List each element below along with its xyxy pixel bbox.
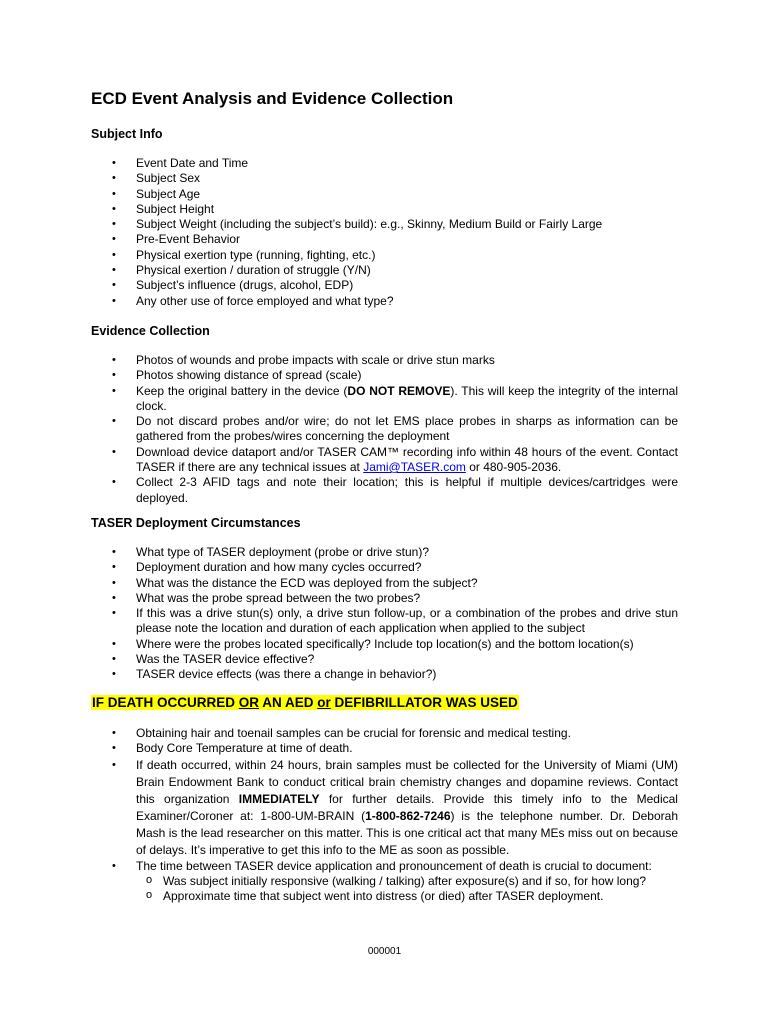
page-footer-number: 000001 [367,946,402,957]
text-run: or 480-905-2036. [465,460,562,475]
list-item: • Subject Age [91,187,678,202]
phone-number-text: 1-800-862-7246 [365,808,451,823]
list-item: • Collect 2-3 AFID tags and note their location; this is helpful if multiple devices/cartridges were deployed. [91,475,678,506]
text-run: ). This will keep the integrity of the internal clock. [136,383,678,413]
deployment-heading: TASER Deployment Circumstances [91,516,301,530]
list-item: • Any other use of force employed and what type? [91,294,678,309]
text-run: or [317,695,331,710]
evidence-collection-heading: Evidence Collection [91,324,210,338]
text-run: Download device dataport and/or TASER CAM™ recording info within 48 hours of the event. Contact TASER if there are any technical issues at [136,444,678,475]
sub-list-item: o Was subject initially responsive (walking / talking) after exposure(s) and if so, for how long? [136,874,678,889]
list-item [91,445,678,476]
sub-list-item: o Approximate time that subject went into distress (or died) after TASER deployment. [136,889,678,904]
list-item: • Subject Height [91,202,678,217]
text-run: ) is the telephone number. Dr. Deborah Mash is the lead researcher on this matter. This is one critical act that many MEs miss out on because of delays. It’s imperative to get this info to the ME as soon as possible. [136,808,678,857]
text-run: Keep the original battery in the device ( [136,383,348,398]
list-item: • Deployment duration and how many cycles occurred? [91,560,678,575]
list-item: • If this was a drive stun(s) only, a drive stun follow-up, or a combination of the probes and drive stun please note the location and duration of each application when applied to the subject [91,606,678,637]
list-item: • What type of TASER deployment (probe or drive stun)? [91,545,678,560]
list-item: • What was the distance the ECD was deployed from the subject? [91,576,678,591]
list-item: • Photos showing distance of spread (scale) [91,368,678,383]
text-run: DEFIBRILLATOR WAS USED [330,695,518,710]
email-link[interactable]: Jami@TASER.com [363,460,466,475]
deployment-list [91,545,678,683]
subject-info-list [91,156,678,309]
list-item: • Event Date and Time [91,156,678,171]
list-item: • Subject Weight (including the subject’s build): e.g., Skinny, Medium Build or Fairly Large [91,217,678,232]
text-run: for further details. Provide this timely info to the Medical Examiner/Coroner at: 1-800-UM-BRAIN ( [136,791,678,823]
list-item: • Physical exertion / duration of struggle (Y/N) [91,263,678,278]
list-item [91,859,678,905]
list-item: • Photos of wounds and probe impacts with scale or drive stun marks [91,353,678,368]
list-item [91,757,678,859]
text-run: AN AED [259,695,318,710]
do-not-remove-text: DO NOT REMOVE [347,383,451,398]
list-item: • Physical exertion type (running, fighting, etc.) [91,248,678,263]
evidence-collection-list [91,353,678,506]
document-title: ECD Event Analysis and Evidence Collection [91,89,454,108]
list-item: • Subject Sex [91,171,678,186]
immediately-text: IMMEDIATELY [238,791,320,806]
list-item: • Pre-Event Behavior [91,232,678,247]
text-run: OR [238,695,259,710]
list-item [91,384,678,415]
sub-list [136,874,678,905]
text-run: IF DEATH OCCURRED [92,695,239,710]
list-item: • Do not discard probes and/or wire; do not let EMS place probes in sharps as information can be gathered from the probes/wires concerning the deployment [91,414,678,445]
list-item: • What was the probe spread between the two probes? [91,591,678,606]
death-list [91,726,678,904]
list-item: • TASER device effects (was there a change in behavior?) [91,667,678,682]
list-item: • Obtaining hair and toenail samples can be crucial for forensic and medical testing. [91,726,678,741]
subject-info-heading: Subject Info [91,127,163,141]
text-run: If death occurred, within 24 hours, brain samples must be collected for the University of Miami (UM) Brain Endowment Bank to conduct critical brain chemistry changes and dopamine reviews. Contact this organization [136,757,678,806]
list-item: • Body Core Temperature at time of death. [91,741,678,756]
list-item: • Where were the probes located specifically? Include top location(s) and the bottom location(s) [91,637,678,652]
list-item: • Was the TASER device effective? [91,652,678,667]
text-run: The time between TASER device application and pronouncement of death is crucial to document: [136,858,652,873]
list-item: • Subject’s influence (drugs, alcohol, EDP) [91,278,678,293]
death-aed-heading [91,695,519,710]
